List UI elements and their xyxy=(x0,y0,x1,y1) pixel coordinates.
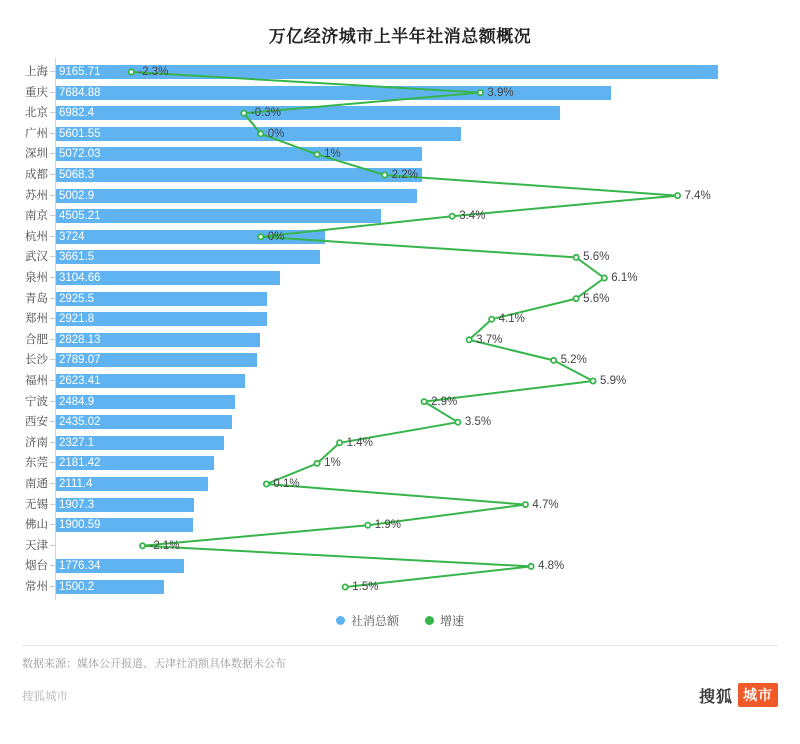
bar-value-label: 2828.13 xyxy=(59,333,101,346)
growth-value-label: 5.2% xyxy=(560,354,587,367)
growth-point xyxy=(602,275,607,280)
growth-value-label: -2.3% xyxy=(138,66,169,78)
category-label: 泉州 xyxy=(25,272,48,284)
growth-value-label: 0% xyxy=(267,127,285,140)
growth-value-label: -2.1% xyxy=(149,539,180,552)
bar-value-label: 3104.66 xyxy=(59,272,101,284)
bar-value-label: 4505.21 xyxy=(59,210,101,223)
category-label: 北京 xyxy=(25,107,48,120)
growth-point xyxy=(675,193,680,198)
category-label: 常州 xyxy=(25,581,48,593)
growth-point xyxy=(529,564,534,569)
growth-point xyxy=(382,172,387,177)
growth-value-label: 5.6% xyxy=(583,292,610,305)
bar-value-label: 5072.03 xyxy=(59,148,101,161)
chart-legend xyxy=(0,612,800,629)
growth-value-label: -0.3% xyxy=(250,107,281,120)
bar-value-label: 2435.02 xyxy=(59,416,101,429)
source-note: 数据来源：媒体公开报道、天津社消额具体数据未公布 xyxy=(22,658,286,670)
growth-point xyxy=(489,317,494,322)
growth-point xyxy=(258,234,263,239)
bar-value-label: 6982.4 xyxy=(59,107,95,120)
growth-value-label: 5.9% xyxy=(600,375,627,387)
growth-point xyxy=(523,502,528,507)
bar-value-label: 2181.42 xyxy=(59,457,101,470)
growth-value-label: 7.4% xyxy=(684,189,711,202)
growth-value-label: 3.9% xyxy=(487,86,514,99)
growth-point xyxy=(258,131,263,136)
legend-item-bar xyxy=(336,612,399,629)
category-label: 青岛 xyxy=(25,292,48,305)
growth-polyline xyxy=(131,72,677,587)
brand-sohu-text: 搜狐 xyxy=(698,688,733,706)
growth-point xyxy=(365,523,370,528)
category-label: 天津 xyxy=(25,539,48,552)
category-label: 重庆 xyxy=(25,86,48,99)
growth-value-label: 4.8% xyxy=(538,560,565,573)
category-label: 福州 xyxy=(25,375,48,387)
category-label: 苏州 xyxy=(25,189,48,202)
growth-point xyxy=(422,399,427,404)
growth-value-label: 0.1% xyxy=(273,478,300,490)
category-label: 杭州 xyxy=(25,230,48,243)
growth-point xyxy=(315,152,320,157)
growth-point xyxy=(264,481,269,486)
chart-plot-area xyxy=(0,58,800,598)
growth-point xyxy=(551,358,556,363)
growth-value-label: 1% xyxy=(324,148,341,161)
category-label: 广州 xyxy=(25,127,48,140)
bar-value-label: 2484.9 xyxy=(59,395,95,408)
growth-value-label: 2.2% xyxy=(391,169,418,181)
growth-line-layer xyxy=(0,58,800,598)
growth-value-label: 4.1% xyxy=(498,313,525,326)
growth-point xyxy=(574,255,579,260)
bar-value-label: 3724 xyxy=(59,230,85,243)
category-label: 深圳 xyxy=(25,148,48,161)
category-label: 佛山 xyxy=(25,519,48,532)
growth-value-label: 1.4% xyxy=(346,436,373,449)
footer-divider xyxy=(22,645,778,646)
category-label: 济南 xyxy=(25,436,48,449)
growth-point xyxy=(129,69,134,74)
growth-value-label: 4.7% xyxy=(532,498,559,511)
growth-value-label: 3.4% xyxy=(459,210,486,223)
bar-value-label: 1500.2 xyxy=(59,581,95,593)
category-label: 南京 xyxy=(25,210,48,223)
growth-value-label: 0% xyxy=(267,230,285,243)
bar-value-label: 2789.07 xyxy=(59,354,101,367)
category-label: 西安 xyxy=(25,416,48,429)
growth-point xyxy=(450,214,455,219)
category-label: 南通 xyxy=(25,478,48,490)
bottom-spacer xyxy=(0,728,800,744)
bar-value-label: 7684.88 xyxy=(59,86,101,99)
legend-color-swatch-bar xyxy=(336,616,345,625)
bar-value-label: 2925.5 xyxy=(59,292,95,305)
growth-point xyxy=(140,543,145,548)
legend-color-swatch-line xyxy=(425,616,434,625)
growth-point xyxy=(455,420,460,425)
bar-value-label: 9165.71 xyxy=(59,66,101,78)
bar-value-label: 5601.55 xyxy=(59,127,101,140)
category-label: 宁波 xyxy=(25,395,48,408)
growth-value-label: 3.5% xyxy=(464,416,492,429)
category-label: 合肥 xyxy=(25,333,48,346)
legend-label-bar: 社消总额 xyxy=(350,614,399,628)
growth-value-label: 1.9% xyxy=(374,519,401,532)
growth-point xyxy=(241,111,246,116)
category-label: 长沙 xyxy=(25,354,48,367)
bar-value-label: 1776.34 xyxy=(59,560,101,573)
growth-point xyxy=(343,584,348,589)
category-label: 武汉 xyxy=(25,251,48,264)
growth-point xyxy=(315,461,320,466)
growth-point xyxy=(574,296,579,301)
growth-value-label: 5.6% xyxy=(583,251,610,264)
growth-point xyxy=(337,440,342,445)
bar-value-label: 2327.1 xyxy=(59,436,95,449)
category-label: 无锡 xyxy=(25,498,48,511)
bar-value-label: 5068.3 xyxy=(59,169,95,181)
bar-value-label: 3661.5 xyxy=(59,251,95,264)
category-label: 东莞 xyxy=(25,457,48,470)
legend-item-line xyxy=(425,612,464,629)
category-label: 成都 xyxy=(25,169,48,181)
bar-value-label: 1907.3 xyxy=(59,498,95,511)
category-label: 烟台 xyxy=(25,560,48,573)
bar-value-label: 5002.9 xyxy=(59,189,95,202)
legend-label-line: 增速 xyxy=(440,614,465,628)
bar-value-label: 1900.59 xyxy=(59,519,101,532)
growth-value-label: 2.9% xyxy=(431,395,458,408)
bar-value-label: 2921.8 xyxy=(59,313,95,326)
brand-city-badge: 城市 xyxy=(738,683,778,707)
growth-point xyxy=(478,90,483,95)
bar-value-label: 2623.41 xyxy=(59,375,101,387)
category-label: 上海 xyxy=(25,66,48,78)
category-label: 郑州 xyxy=(25,313,48,326)
brand-logo xyxy=(699,683,778,707)
bar-value-label: 2111.4 xyxy=(59,478,93,490)
growth-value-label: 6.1% xyxy=(611,272,638,284)
growth-point xyxy=(467,337,472,342)
growth-point xyxy=(590,378,595,383)
growth-value-label: 1.5% xyxy=(352,581,379,593)
growth-value-label: 1% xyxy=(324,457,341,470)
page-title: 万亿经济城市上半年社消总额概况 xyxy=(268,27,532,46)
watermark-brand: 搜狐城市 xyxy=(22,691,68,703)
growth-value-label: 3.7% xyxy=(476,333,503,346)
